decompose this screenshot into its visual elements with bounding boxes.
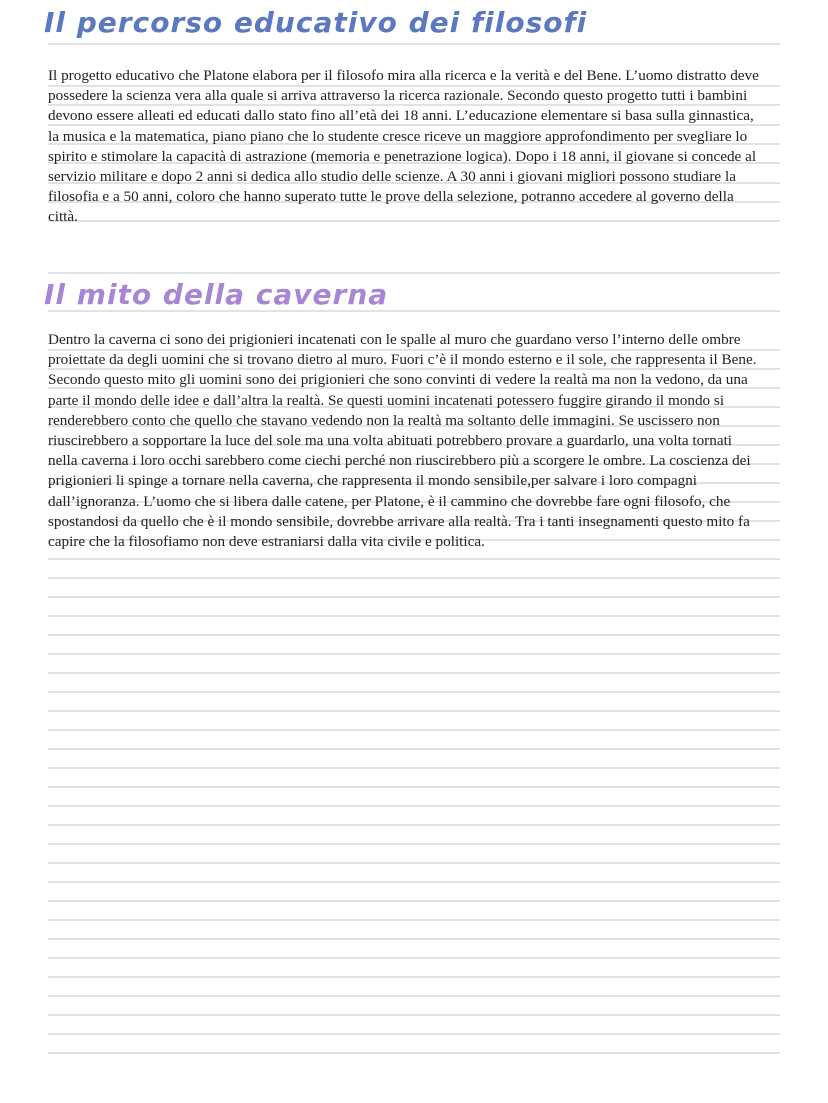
section-text-educational-path: Il progetto educativo che Platone elabora per il filosofo mira alla ricerca e la verità e del Bene. L’uomo distratto deve possedere la scienza vera alla quale si arriva attraverso la ricerca razionale. Secondo questo progetto tutti i bambini devono essere alleati ed educati dallo stato fino all’età dei 18 anni. L’educazione elementare si basa sulla ginnastica, la musica e la matematica, piano piano che lo studente cresce riceve un maggiore approfondimento per svegliare lo spirito e stimolare la capacità di astrazione (memoria e penetrazione logica). Dopo i 18 anni, il giovane si concede al servizio militare e dopo 2 anni si dedica allo studio delle scienze. A 30 anni i giovani migliori possono studiare la filosofia e a 50 anni, coloro che hanno superato tutte le prove della selezione, potranno accedere al governo della città. (48, 67, 759, 226)
section-text-cave-myth: Dentro la caverna ci sono dei prigionieri incatenati con le spalle al muro che guardano verso l’interno delle ombre proiettate da degli uomini che si trovano dietro al muro. Fuori c’è il mondo esterno e il sole, che rappresenta il Bene. Secondo questo mito gli uomini sono dei prigionieri che sono convinti di vedere la realtà ma non la vedono, da una parte il mondo delle idee e dall’altra la realtà. Se questi uomini incatenati potessero fuggire girando il mondo si renderebbero conto che quello che stavano vedendo non la realtà ma soltanto delle immagini. Se uscissero non riuscirebbero a sopportare la luce del sole ma una volta abituati potrebbero provare a guardarlo, una volta tornati nella caverna i loro occhi sarebbero come ciechi perché non riuscirebbero più a scorgere le ombre. La coscienza dei prigionieri li spinge a tornare nella caverna, che rappresenta il mondo sensibile,per salvare i loro compagni dall’ignoranza. L’uomo che si libera dalle catene, per Platone, è il cammino che dovrebbe fare ogni filosofo, che spostandosi da quello che è il mondo sensibile, dovrebbe arrivare alla realtà. Tra i tanti insegnamenti questo mito fa capire che la filosofiamo non deve estraniarsi dalla vita civile e politica. (48, 331, 757, 551)
section-title-educational-path: Il percorso educativo dei filosofi (44, 6, 588, 39)
section-title-cave-myth: Il mito della caverna (44, 278, 389, 311)
